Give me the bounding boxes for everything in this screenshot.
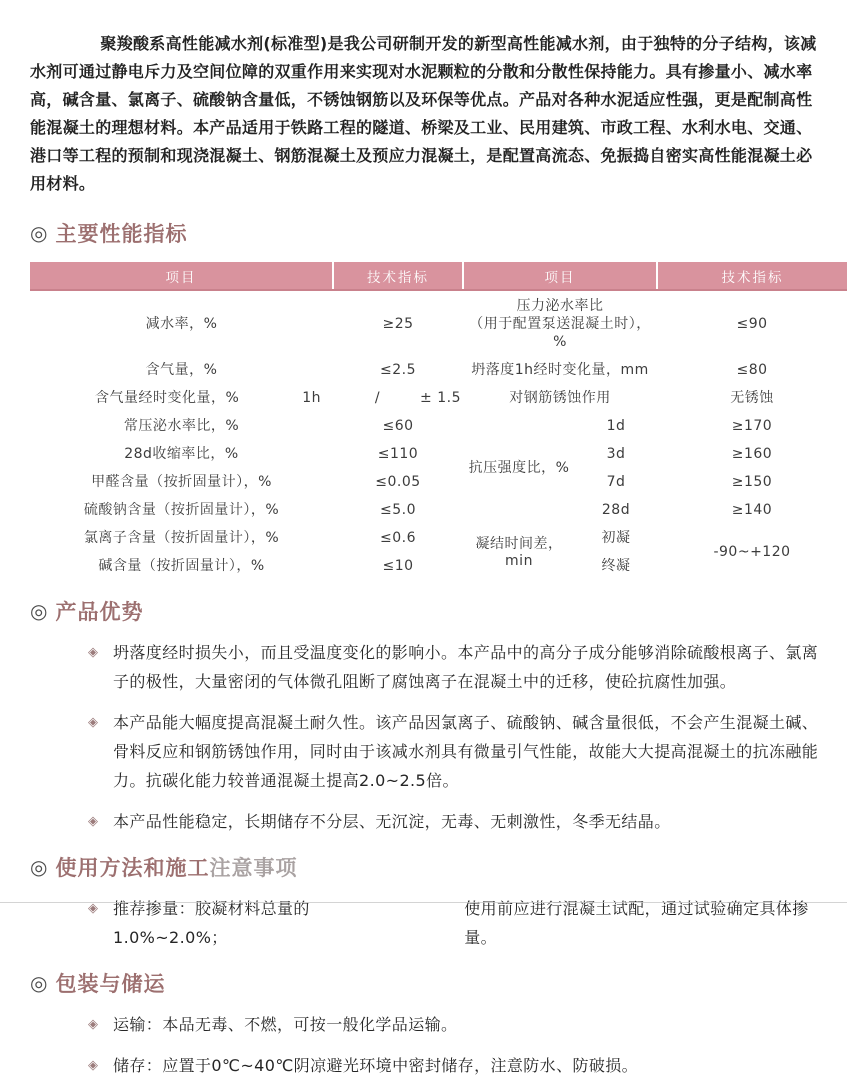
section-heading-advantages	[30, 596, 847, 626]
value-cell: ≤5.0	[380, 502, 416, 518]
value-cell: ≤110	[377, 446, 419, 462]
section-heading-packaging	[30, 968, 847, 998]
bullet-text: 储存：应置于0℃~40℃阴凉避光环境中密封储存，注意防水、防破损。	[113, 1056, 639, 1075]
table-row	[30, 412, 847, 440]
group-item-cell: 凝结时间差，min	[475, 535, 563, 569]
table-header-row	[30, 262, 847, 290]
item-cell: 甲醛含量（按折固量计），%	[91, 474, 272, 490]
value-cell: ≤60	[382, 418, 414, 434]
performance-table	[30, 262, 847, 580]
list-item	[88, 807, 823, 836]
value-cell: ≥140	[731, 502, 773, 518]
value-cell: ≥170	[731, 418, 773, 434]
diamond-bullet-icon: ◈	[88, 901, 98, 916]
diamond-bullet-icon: ◈	[88, 1058, 98, 1073]
value-label: ± 1.5	[420, 390, 461, 406]
list-item	[88, 708, 823, 795]
item-cell: 28d收缩率比，%	[124, 446, 239, 462]
table-row	[30, 468, 847, 496]
value-cell: ≤90	[736, 315, 768, 332]
bullet-text: 坍落度经时损失小，而且受温度变化的影响小。本产品中的高分子成分能够消除硫酸根离子、氯离子的极性，大量密闭的气体微孔阻断了腐蚀离子在混凝土中的迁移，使砼抗腐性加强。	[113, 643, 819, 691]
sub-label: 1h	[302, 390, 321, 406]
sub-item-cell: 3d	[606, 446, 626, 462]
value-cell	[333, 384, 463, 412]
sub-item-cell: 初凝	[601, 530, 631, 546]
value-cell: ≥160	[731, 446, 773, 462]
value-cell: ≤0.05	[375, 474, 421, 490]
value-cell: ≥25	[382, 315, 414, 332]
sub-item-cell: 1d	[606, 418, 626, 434]
table-row	[30, 440, 847, 468]
item-label: 含气量经时变化量，%	[94, 390, 240, 406]
col-header-item-left: 项目	[30, 262, 333, 290]
section-title-tail: 注意事项	[209, 856, 298, 880]
usage-note-text: 使用前应进行混凝土试配，通过试验确定具体掺量。	[464, 899, 809, 947]
item-line: 压力泌水率比	[516, 298, 604, 314]
document-page	[0, 30, 847, 1075]
list-item	[88, 1051, 823, 1080]
section-heading-performance	[30, 218, 847, 248]
table-row	[30, 524, 847, 552]
section-title: 产品优势	[55, 600, 144, 624]
bullet-text: 本产品性能稳定，长期储存不分层、无沉淀，无毒、无刺激性，冬季无结晶。	[113, 812, 671, 831]
item-cell: 碱含量（按折固量计），%	[98, 558, 265, 574]
item-cell	[30, 384, 333, 412]
section-title: 主要性能指标	[55, 222, 188, 246]
item-cell	[463, 290, 657, 356]
section-title: 使用方法和施工	[55, 856, 210, 880]
item-cell: 氯离子含量（按折固量计），%	[83, 530, 280, 546]
sub-item-cell: 终凝	[601, 558, 631, 574]
bullet-text: 运输：本品无毒、不燃，可按一般化学品运输。	[113, 1015, 458, 1034]
double-circle-icon: ◎	[30, 599, 49, 623]
diamond-bullet-icon: ◈	[88, 814, 98, 829]
value-cell: -90~+120	[713, 544, 791, 560]
intro-paragraph: 聚羧酸系高性能减水剂(标准型)是我公司研制开发的新型高性能减水剂，由于独特的分子结构，该减水剂可通过静电斥力及空间位障的双重作用来实现对水泥颗粒的分散和分散性保持能力。具有掺量小、减水率高，碱含量、氯离子、硫酸钠含量低，不锈蚀钢筋以及环保等优点。产品对各种水泥适应性强，更是配制高性能混凝土的理想材料。本产品适用于铁路工程的隧道、桥梁及工业、民用建筑、市政工程、水利水电、交通、港口等工程的预制和现浇混凝土、钢筋混凝土及预应力混凝土，是配置高流态、免振捣自密实高性能混凝土必用材料。	[30, 34, 817, 193]
diamond-bullet-icon: ◈	[88, 645, 98, 660]
dosage-text: 推荐掺量：胶凝材料总量的1.0%~2.0%；	[113, 899, 310, 947]
table-row	[30, 290, 847, 356]
item-cell: 硫酸钠含量（按折固量计），%	[83, 502, 280, 518]
item-cell: 常压泌水率比，%	[123, 418, 240, 434]
double-circle-icon: ◎	[30, 971, 49, 995]
bullet-text: 本产品能大幅度提高混凝土耐久性。该产品因氯离子、硫酸钠、碱含量很低，不会产生混凝土碱、骨料反应和钢筋锈蚀作用，同时由于该减水剂具有微量引气性能，故能大大提高混凝土的抗冻融能力。抗碳化能力较普通混凝土提高2.0~2.5倍。	[113, 713, 819, 790]
col-header-item-right: 项目	[463, 262, 657, 290]
value-cell: ≤0.6	[380, 530, 416, 546]
item-line: （用于配置泵送混凝土时），%	[469, 316, 651, 350]
value-cell: ≥150	[731, 474, 773, 490]
list-item	[88, 638, 823, 696]
value-cell: ≤80	[736, 362, 768, 378]
item-cell: 坍落度1h经时变化量，mm	[471, 362, 649, 378]
value-cell: 无锈蚀	[730, 390, 774, 406]
col-header-spec-right: 技术指标	[657, 262, 847, 290]
sub-item-cell: 7d	[606, 474, 626, 490]
diamond-bullet-icon: ◈	[88, 715, 98, 730]
sub-item-cell: 28d	[601, 502, 631, 518]
slash-label: /	[374, 390, 381, 406]
item-cell: 减水率，%	[145, 315, 218, 332]
double-circle-icon: ◎	[30, 221, 49, 245]
diamond-bullet-icon: ◈	[88, 1017, 98, 1032]
list-item	[88, 1010, 823, 1039]
table-row	[30, 384, 847, 412]
item-cell: 对钢筋锈蚀作用	[509, 390, 611, 406]
value-cell: ≤2.5	[380, 362, 416, 378]
item-cell: 含气量，%	[145, 362, 218, 378]
value-cell: ≤10	[382, 558, 414, 574]
section-heading-usage	[30, 852, 847, 882]
double-circle-icon: ◎	[30, 855, 49, 879]
section-title: 包装与储运	[55, 972, 166, 996]
col-header-spec-left: 技术指标	[333, 262, 463, 290]
page-bottom-rule	[0, 902, 847, 903]
table-row	[30, 356, 847, 384]
group-item-cell: 抗压强度比，%	[468, 460, 570, 476]
table-row	[30, 496, 847, 524]
